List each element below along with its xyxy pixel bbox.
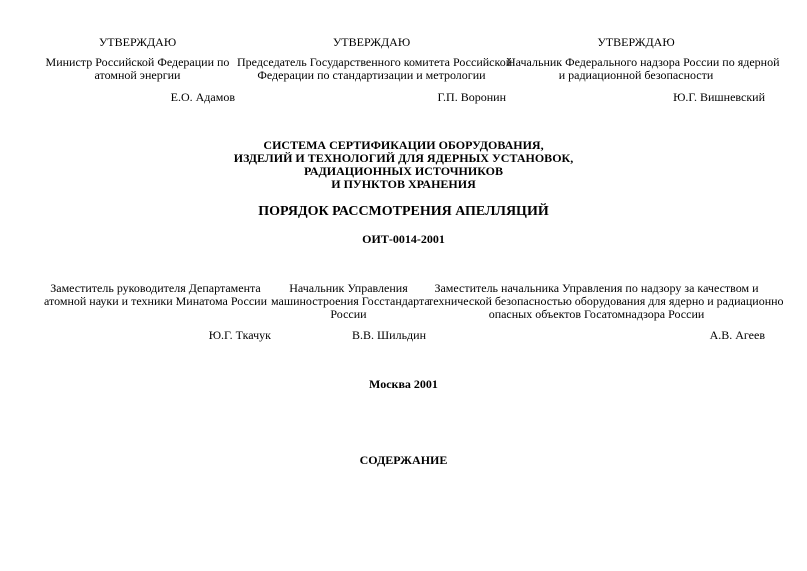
place-and-year: Москва 2001: [369, 377, 438, 391]
approval-position: Председатель Государственного комитета Российской Федерации по стандартизации и метрологии: [237, 55, 513, 82]
approval-heading: УТВЕРЖДАЮ: [597, 35, 675, 49]
approval-position: Начальник Федерального надзора России по ядерной и радиационной безопасности: [507, 55, 780, 82]
approval-heading: УТВЕРЖДАЮ: [332, 35, 411, 49]
document-code: ОИТ-0014-2001: [362, 232, 445, 246]
agreement-position: Начальник Управления машиностроения Госстандарта России: [271, 281, 430, 321]
approval-heading: УТВЕРЖДАЮ: [98, 35, 177, 49]
document-title: ПОРЯДОК РАССМОТРЕНИЯ АПЕЛЛЯЦИЙ: [258, 204, 549, 219]
agreement-signatory: В.В. Шильдин: [352, 328, 426, 342]
approval-position: Министр Российской Федерации по атомной энергии: [45, 55, 230, 82]
approval-signatory: Е.О. Адамов: [170, 90, 235, 104]
agreement-position: Заместитель начальника Управления по надзору за качеством и технической безопасностью оборудования для ядерно и радиационно опасных объектов Госатомнадзора России: [428, 281, 784, 321]
system-title: СИСТЕМА СЕРТИФИКАЦИИ ОБОРУДОВАНИЯ, ИЗДЕЛИЙ И ТЕХНОЛОГИЙ ДЛЯ ЯДЕРНЫХ УСТАНОВОК, РАДИАЦИОННЫХ ИСТОЧНИКОВ И ПУНКТОВ ХРАНЕНИЯ: [233, 138, 574, 191]
contents-heading: СОДЕРЖАНИЕ: [359, 453, 448, 467]
agreement-signatory: Ю.Г. Ткачук: [208, 328, 271, 342]
approval-signatory: Г.П. Воронин: [437, 90, 506, 104]
agreement-position: Заместитель руководителя Департамента атомной науки и техники Минатома России: [43, 281, 268, 308]
agreement-signatory: А.В. Агеев: [709, 328, 765, 342]
approval-signatory: Ю.Г. Вишневский: [673, 90, 765, 104]
